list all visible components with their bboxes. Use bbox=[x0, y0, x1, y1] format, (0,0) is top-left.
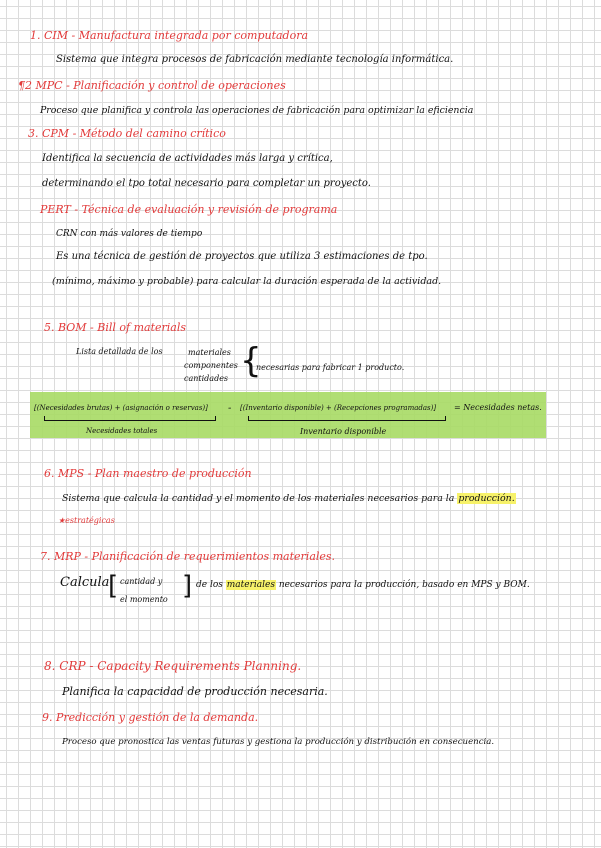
section-cim-body: Sistema que integra procesos de fabricación mediante tecnología informática. bbox=[56, 54, 454, 65]
section-crp-body: Planifica la capacidad de producción necesaria. bbox=[62, 685, 328, 698]
mrp-curly-brace-icon: [ bbox=[108, 571, 119, 601]
formula-label-right: Inventario disponible bbox=[300, 427, 387, 436]
section-cpm-body-2: determinando el tpo total necesario para completar un proyecto. bbox=[42, 178, 371, 189]
formula-minus-sign: - bbox=[228, 403, 232, 414]
formula-result: = Necesidades netas. bbox=[454, 403, 542, 412]
formula-right-underbrace bbox=[248, 416, 446, 421]
formula-left-term: [(Necesidades brutas) + (asignación o reservas)] bbox=[34, 404, 208, 412]
section-bom-item-componentes: componentes bbox=[184, 361, 238, 370]
section-mps-body-text: Sistema que calcula la cantidad y el momento de los materiales necesarios para la bbox=[62, 493, 458, 504]
section-mps-body bbox=[62, 494, 516, 503]
section-cim-title: 1. CIM - Manufactura integrada por computadora bbox=[30, 29, 309, 42]
mrp-curly-brace-close-icon: ] bbox=[182, 571, 193, 601]
section-pert-body-2: Es una técnica de gestión de proyectos que utiliza 3 estimaciones de tpo. bbox=[56, 251, 428, 262]
formula-label-left: Necesidades totales bbox=[86, 427, 158, 435]
section-cpm-body-1: Identifica la secuencia de actividades más larga y crítica, bbox=[42, 153, 333, 164]
section-bom-list-tail: necesarias para fabricar 1 producto. bbox=[256, 363, 405, 372]
section-demand-title: 9. Predicción y gestión de la demanda. bbox=[42, 711, 259, 724]
section-crp-title: 8. CRP - Capacity Requirements Planning. bbox=[44, 659, 302, 673]
section-cpm-title: 3. CPM - Método del camino crítico bbox=[28, 127, 226, 140]
section-mrp-calcula: Calcula bbox=[60, 575, 110, 590]
section-bom-item-materiales: materiales bbox=[188, 348, 231, 357]
section-mrp-body bbox=[196, 581, 530, 590]
section-mrp-body-a: de los bbox=[196, 580, 226, 590]
bom-curly-brace-icon: { bbox=[240, 341, 262, 381]
section-bom-list-lead: Lista detallada de los bbox=[76, 347, 163, 356]
section-pert-body-1: CRN con más valores de tiempo bbox=[56, 229, 203, 239]
section-bom-title: 5. BOM - Bill of materials bbox=[44, 321, 187, 334]
section-mpc-title: ¶2 MPC - Planificación y control de operaciones bbox=[18, 79, 286, 92]
section-mpc-body: Proceso que planifica y controla las operaciones de fabricación para optimizar la eficiencia bbox=[40, 105, 474, 116]
section-mrp-title: 7. MRP - Planificación de requerimientos materiales. bbox=[40, 550, 336, 563]
section-mrp-body-b: necesarios para la producción, basado en MPS y BOM. bbox=[275, 580, 530, 590]
section-mps-title: 6. MPS - Plan maestro de producción bbox=[44, 467, 252, 480]
section-pert-body-3: (mínimo, máximo y probable) para calcular la duración esperada de la actividad. bbox=[52, 276, 442, 287]
section-demand-body: Proceso que pronostica las ventas futuras y gestiona la producción y distribución en consecuencia. bbox=[62, 737, 495, 747]
formula-left-underbrace bbox=[44, 416, 216, 421]
section-mps-body-highlight: producción. bbox=[458, 493, 515, 504]
section-mrp-option-1: cantidad y bbox=[120, 577, 163, 586]
section-mps-note: ★estratégicas bbox=[58, 516, 115, 525]
section-bom-item-cantidades: cantidades bbox=[184, 374, 229, 383]
section-mrp-body-highlight: materiales bbox=[226, 580, 275, 590]
section-pert-title: PERT - Técnica de evaluación y revisión de programa bbox=[40, 203, 338, 216]
formula-right-term: [(Inventario disponible) + (Recepciones programadas)] bbox=[240, 404, 437, 412]
section-mrp-option-2: el momento bbox=[120, 595, 168, 604]
